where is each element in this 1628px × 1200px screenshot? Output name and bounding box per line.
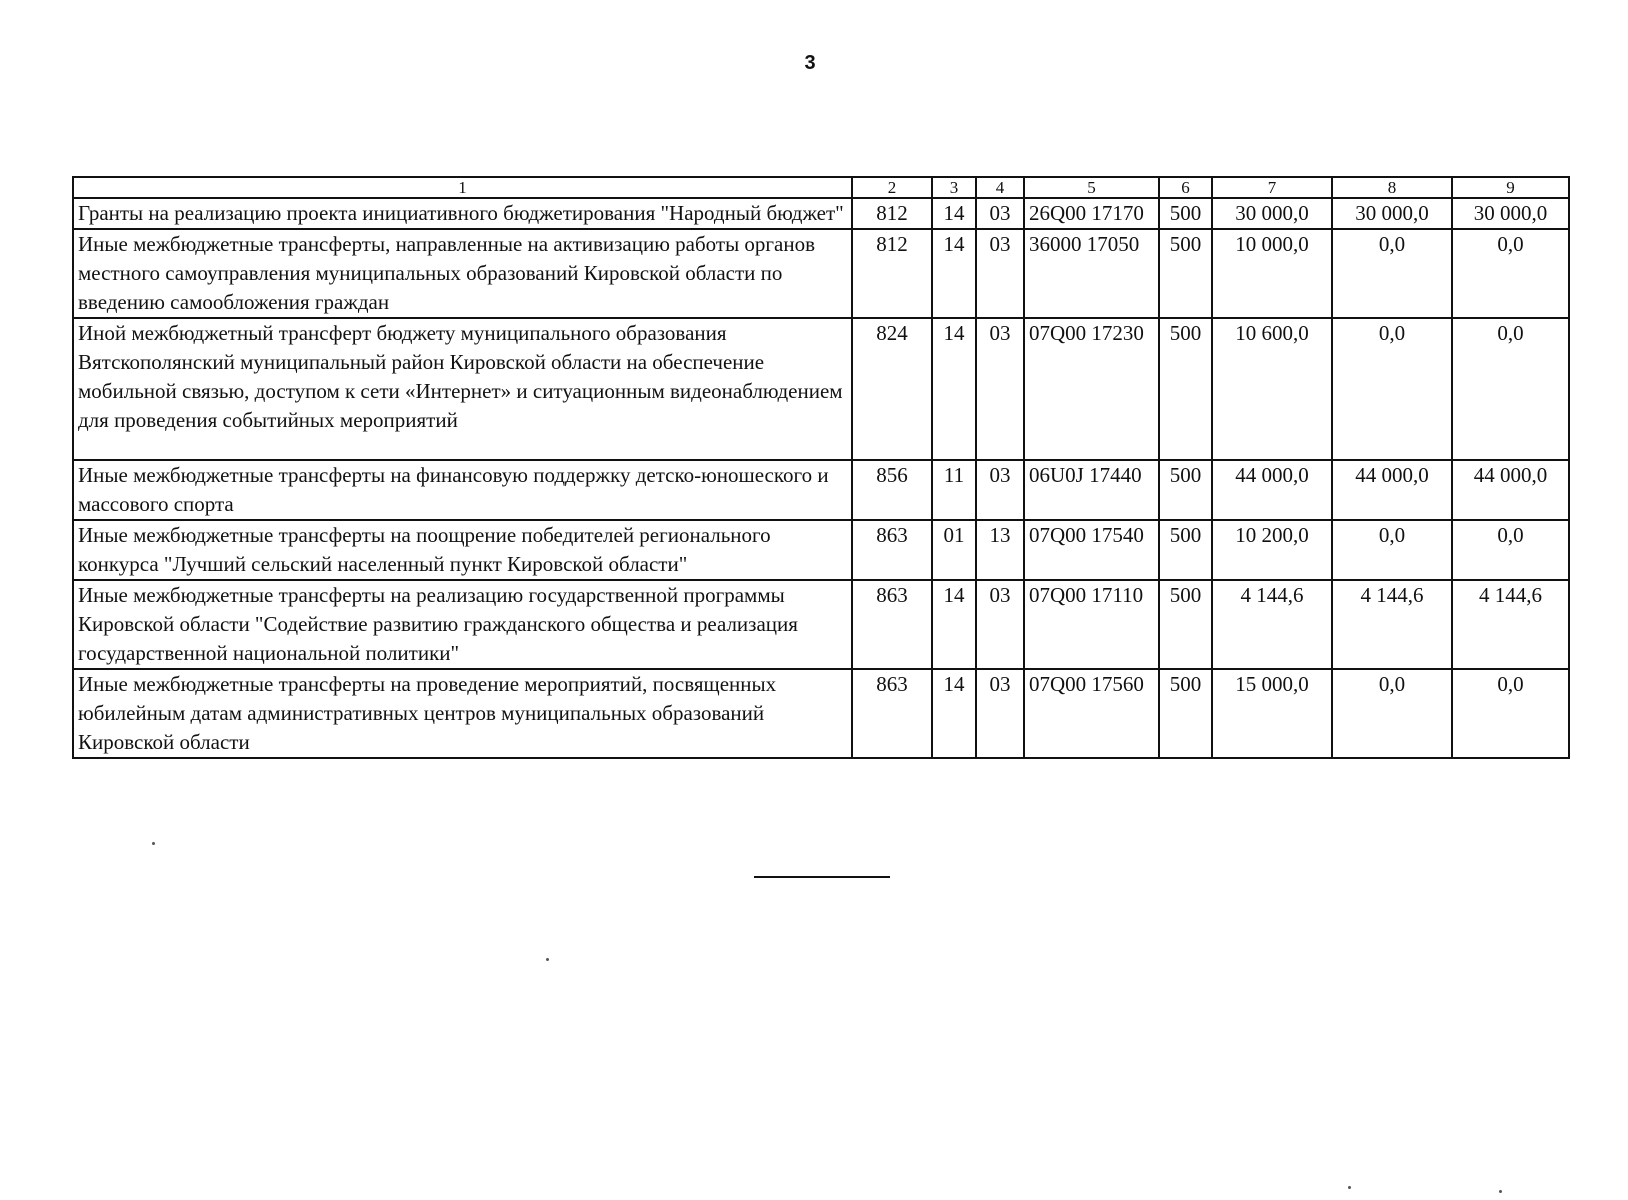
budget-allocation-table xyxy=(72,176,1570,759)
column-number: 2 xyxy=(852,177,932,198)
target-article-code: 07Q00 17110 xyxy=(1024,580,1159,669)
table-row xyxy=(73,198,1569,229)
row-name: Иные межбюджетные трансферты на реализацию государственной программы Кировской области "Содействие развитию гражданского общества и реализация государственной национальной политики" xyxy=(73,580,852,669)
amount-col-7: 10 200,0 xyxy=(1212,520,1332,580)
grbs-code: 863 xyxy=(852,520,932,580)
table-row xyxy=(73,229,1569,318)
subsection-code: 03 xyxy=(976,669,1024,758)
expense-type-code: 500 xyxy=(1159,229,1212,318)
scan-speck xyxy=(546,958,549,961)
row-name: Иные межбюджетные трансферты, направленные на активизацию работы органов местного самоуправления муниципальных образований Кировской области по введению самообложения граждан xyxy=(73,229,852,318)
amount-col-8: 0,0 xyxy=(1332,520,1452,580)
closing-separator-line xyxy=(754,876,890,878)
subsection-code: 13 xyxy=(976,520,1024,580)
section-code: 14 xyxy=(932,229,976,318)
amount-col-8: 0,0 xyxy=(1332,669,1452,758)
scan-speck xyxy=(1499,1190,1502,1193)
section-code: 14 xyxy=(932,198,976,229)
subsection-code: 03 xyxy=(976,198,1024,229)
row-name: Гранты на реализацию проекта инициативного бюджетирования "Народный бюджет" xyxy=(73,198,852,229)
amount-col-8: 0,0 xyxy=(1332,229,1452,318)
column-number-row xyxy=(73,177,1569,198)
amount-col-9: 4 144,6 xyxy=(1452,580,1569,669)
amount-col-7: 10 000,0 xyxy=(1212,229,1332,318)
target-article-code: 07Q00 17230 xyxy=(1024,318,1159,460)
subsection-code: 03 xyxy=(976,580,1024,669)
section-code: 14 xyxy=(932,318,976,460)
column-number: 4 xyxy=(976,177,1024,198)
grbs-code: 812 xyxy=(852,229,932,318)
grbs-code: 824 xyxy=(852,318,932,460)
column-number: 5 xyxy=(1024,177,1159,198)
target-article-code: 26Q00 17170 xyxy=(1024,198,1159,229)
amount-col-7: 4 144,6 xyxy=(1212,580,1332,669)
scan-speck xyxy=(1348,1186,1351,1189)
amount-col-9: 0,0 xyxy=(1452,318,1569,460)
amount-col-7: 30 000,0 xyxy=(1212,198,1332,229)
column-number: 1 xyxy=(73,177,852,198)
target-article-code: 07Q00 17540 xyxy=(1024,520,1159,580)
section-code: 01 xyxy=(932,520,976,580)
amount-col-9: 0,0 xyxy=(1452,669,1569,758)
expense-type-code: 500 xyxy=(1159,580,1212,669)
row-name: Иной межбюджетный трансферт бюджету муниципального образования Вятскополянский муниципальный район Кировской области на обеспечение мобильной связью, доступом к сети «Интернет» и ситуационным видеонаблюдением для проведения событийных мероприятий xyxy=(73,318,852,460)
expense-type-code: 500 xyxy=(1159,669,1212,758)
column-number: 7 xyxy=(1212,177,1332,198)
amount-col-9: 0,0 xyxy=(1452,229,1569,318)
amount-col-7: 44 000,0 xyxy=(1212,460,1332,520)
table-row xyxy=(73,580,1569,669)
target-article-code: 06U0J 17440 xyxy=(1024,460,1159,520)
subsection-code: 03 xyxy=(976,460,1024,520)
column-number: 9 xyxy=(1452,177,1569,198)
amount-col-8: 4 144,6 xyxy=(1332,580,1452,669)
target-article-code: 36000 17050 xyxy=(1024,229,1159,318)
page-number: 3 xyxy=(804,52,816,74)
expense-type-code: 500 xyxy=(1159,318,1212,460)
amount-col-9: 0,0 xyxy=(1452,520,1569,580)
section-code: 14 xyxy=(932,580,976,669)
section-code: 11 xyxy=(932,460,976,520)
amount-col-7: 10 600,0 xyxy=(1212,318,1332,460)
grbs-code: 812 xyxy=(852,198,932,229)
row-name: Иные межбюджетные трансферты на поощрение победителей регионального конкурса "Лучший сельский населенный пункт Кировской области" xyxy=(73,520,852,580)
grbs-code: 863 xyxy=(852,580,932,669)
table-row xyxy=(73,318,1569,460)
subsection-code: 03 xyxy=(976,318,1024,460)
column-number: 3 xyxy=(932,177,976,198)
scan-speck xyxy=(152,842,155,845)
amount-col-9: 44 000,0 xyxy=(1452,460,1569,520)
amount-col-8: 30 000,0 xyxy=(1332,198,1452,229)
amount-col-8: 44 000,0 xyxy=(1332,460,1452,520)
grbs-code: 856 xyxy=(852,460,932,520)
column-number: 6 xyxy=(1159,177,1212,198)
amount-col-9: 30 000,0 xyxy=(1452,198,1569,229)
expense-type-code: 500 xyxy=(1159,198,1212,229)
table-row xyxy=(73,669,1569,758)
subsection-code: 03 xyxy=(976,229,1024,318)
amount-col-7: 15 000,0 xyxy=(1212,669,1332,758)
column-number: 8 xyxy=(1332,177,1452,198)
row-name: Иные межбюджетные трансферты на проведение мероприятий, посвященных юбилейным датам административных центров муниципальных образований Кировской области xyxy=(73,669,852,758)
grbs-code: 863 xyxy=(852,669,932,758)
row-name: Иные межбюджетные трансферты на финансовую поддержку детско-юношеского и массового спорта xyxy=(73,460,852,520)
expense-type-code: 500 xyxy=(1159,460,1212,520)
expense-type-code: 500 xyxy=(1159,520,1212,580)
section-code: 14 xyxy=(932,669,976,758)
table-row xyxy=(73,460,1569,520)
table-row xyxy=(73,520,1569,580)
target-article-code: 07Q00 17560 xyxy=(1024,669,1159,758)
amount-col-8: 0,0 xyxy=(1332,318,1452,460)
